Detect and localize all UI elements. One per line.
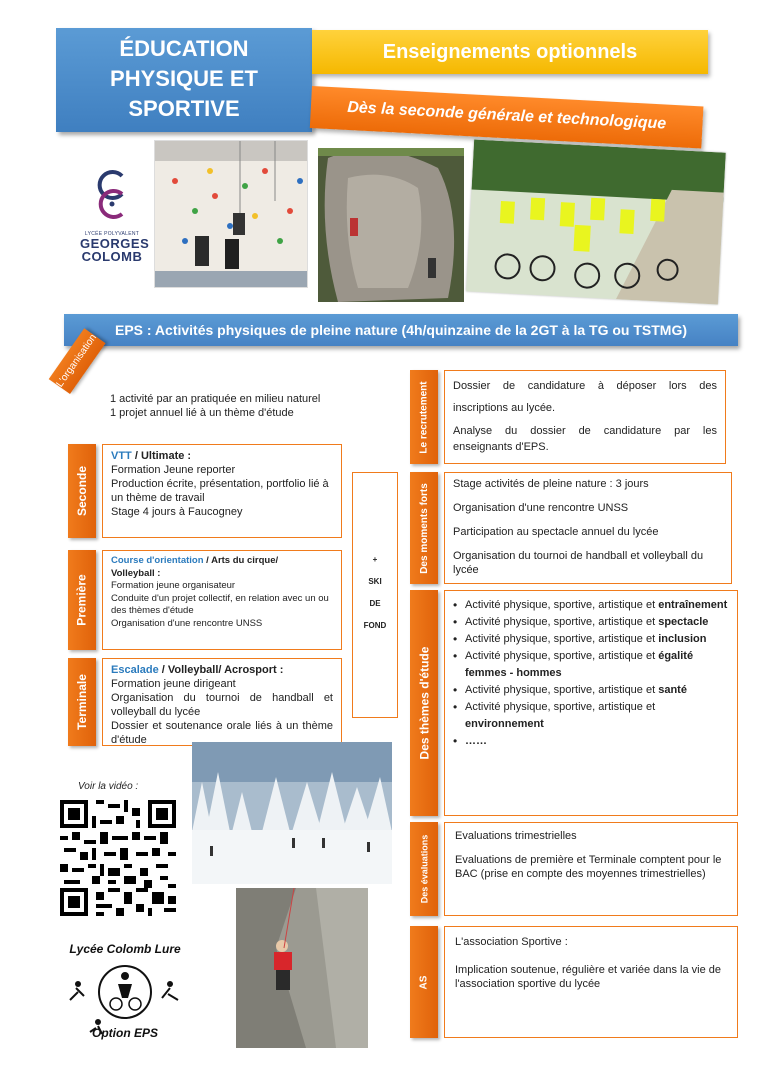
- terminale-line-3: Dossier et soutenance orale liés à un thème d'étude: [111, 720, 333, 746]
- themes-box: [444, 590, 738, 816]
- moments-line-3: Participation au spectacle annuel du lycée: [453, 526, 659, 538]
- option-eps-logo-bottom: Option EPS: [92, 1026, 158, 1040]
- mountain-bike-group-photo: [466, 140, 726, 305]
- premiere-box: [102, 550, 342, 650]
- as-line-1: L'association Sportive :: [455, 936, 568, 948]
- rock-climbing-photo: [318, 148, 464, 302]
- premiere-activity-rest: / Arts du cirque/: [203, 555, 279, 566]
- terminale-activity-rest: / Volleyball/ Acrosport :: [158, 664, 284, 676]
- terminale-line-2: Organisation du tournoi de handball et volleyball du lycée: [111, 692, 333, 718]
- seconde-line-1: Formation Jeune reporter: [111, 464, 236, 476]
- school-logo-mark-icon: [92, 168, 132, 222]
- seconde-tab-label: Seconde: [75, 465, 90, 517]
- premiere-line-1: Formation jeune organisateur: [111, 580, 236, 591]
- theme-item: • Activité physique, sportive, artistique et inclusion: [453, 631, 729, 648]
- evaluations-box: [444, 822, 738, 916]
- qr-code-icon: [60, 800, 176, 916]
- options-banner: Enseignements optionnels: [312, 30, 708, 74]
- recrutement-tab: [410, 370, 438, 464]
- organisation-line-2: 1 projet annuel lié à un thème d'étude: [110, 407, 294, 419]
- as-box: [444, 926, 738, 1038]
- moments-tab-label: Des moments forts: [418, 482, 430, 574]
- title-line-3: SPORTIVE: [128, 96, 240, 121]
- theme-item-last: • ……: [453, 733, 729, 750]
- as-tab: [410, 926, 438, 1038]
- organisation-tab: L'organisation: [49, 328, 106, 394]
- terminale-box: [102, 658, 342, 746]
- as-tab-label: AS: [418, 975, 430, 989]
- evaluations-tab-label: Des évaluations: [419, 834, 429, 904]
- theme-item: • Activité physique, sportive, artistique et environnement: [453, 699, 729, 733]
- cross-country-ski-photo: [192, 742, 392, 884]
- themes-list: [453, 597, 729, 750]
- school-logo: [80, 168, 150, 278]
- seconde-line-2: Production écrite, présentation, portfolio lié à un thème de travail: [111, 478, 329, 504]
- terminale-tab: [68, 658, 96, 746]
- seconde-activity-rest: / Ultimate :: [131, 450, 192, 462]
- ski-word: SKI: [368, 577, 382, 586]
- theme-item: • Activité physique, sportive, artistique et santé: [453, 682, 729, 699]
- organisation-line-1: 1 activité par an pratiquée en milieu naturel: [110, 393, 321, 405]
- theme-item: • Activité physique, sportive, artistique et spectacle: [453, 614, 729, 631]
- premiere-line-3: Organisation d'une rencontre UNSS: [111, 617, 263, 629]
- video-label: Voir la vidéo :: [78, 781, 139, 792]
- seconde-box: [102, 444, 342, 538]
- sub-banner: Dès la seconde générale et technologique: [310, 86, 704, 148]
- evaluations-line-2: Evaluations de première et Terminale comptent pour le BAC (prise en compte des moyennes trimestrielles): [455, 854, 722, 880]
- ski-de: DE: [369, 599, 381, 608]
- theme-item: • Activité physique, sportive, artistique et égalité femmes - hommes: [453, 648, 729, 682]
- moments-line-1: Stage activités de pleine nature : 3 jours: [453, 478, 649, 490]
- themes-tab: [410, 590, 438, 816]
- premiere-tab-label: Première: [75, 574, 89, 626]
- title-line-1: ÉDUCATION: [119, 36, 249, 61]
- organisation-text: [104, 392, 356, 426]
- climbing-wall-photo: [154, 140, 308, 288]
- premiere-tab: [68, 550, 96, 650]
- moments-tab: [410, 472, 438, 584]
- evaluations-line-1: Evaluations trimestrielles: [455, 830, 577, 842]
- premiere-activity-rest-2: Volleyball :: [111, 567, 161, 579]
- logo-name-2: COLOMB: [81, 249, 143, 264]
- ski-fond: FOND: [363, 621, 387, 630]
- option-eps-logo: [58, 936, 192, 1048]
- terminale-activity-highlight: Escalade: [111, 664, 159, 676]
- logo-subtitle: LYCÉE POLYVALENT: [84, 231, 140, 237]
- seconde-line-3: Stage 4 jours à Faucogney: [111, 506, 243, 518]
- terminale-tab-label: Terminale: [75, 674, 89, 730]
- moments-line-2: Organisation d'une rencontre UNSS: [453, 502, 629, 514]
- seconde-activity-highlight: VTT: [111, 450, 132, 462]
- qr-code[interactable]: [60, 800, 176, 916]
- recrutement-box: [444, 370, 726, 464]
- recrutement-tab-label: Le recrutement: [418, 380, 430, 454]
- premiere-activity-highlight: Course d'orientation: [111, 555, 204, 566]
- terminale-line-1: Formation jeune dirigeant: [111, 678, 236, 690]
- title-line-2: PHYSIQUE ET: [110, 66, 258, 91]
- main-title: [56, 28, 312, 132]
- ski-de-fond-box: [352, 472, 398, 718]
- logo-name-1: GEORGES: [80, 236, 150, 251]
- evaluations-tab: [410, 822, 438, 916]
- as-line-2: Implication soutenue, régulière et variée dans la vie de l'association sportive du lycée: [455, 964, 721, 990]
- option-eps-logo-top: Lycée Colomb Lure: [69, 942, 181, 956]
- seconde-tab: [68, 444, 96, 538]
- moments-box: [444, 472, 732, 584]
- premiere-line-2: Conduite d'un projet collectif, en relation avec un ou des thèmes d'étude: [111, 592, 329, 616]
- theme-item: • Activité physique, sportive, artistique et entraînement: [453, 597, 729, 614]
- ski-plus: +: [372, 555, 378, 564]
- recrutement-line-1: Dossier de candidature à déposer lors des inscriptions au lycée.: [453, 380, 717, 414]
- climber-photo: [236, 888, 368, 1048]
- recrutement-line-2: Analyse du dossier de candidature par les enseignants d'EPS.: [453, 425, 717, 453]
- eps-banner: EPS : Activités physiques de pleine nature (4h/quinzaine de la 2GT à la TG ou TSTMG): [64, 314, 738, 346]
- themes-tab-label: Des thèmes d'étude: [417, 646, 432, 760]
- moments-line-4: Organisation du tournoi de handball et volleyball du lycée: [453, 550, 704, 576]
